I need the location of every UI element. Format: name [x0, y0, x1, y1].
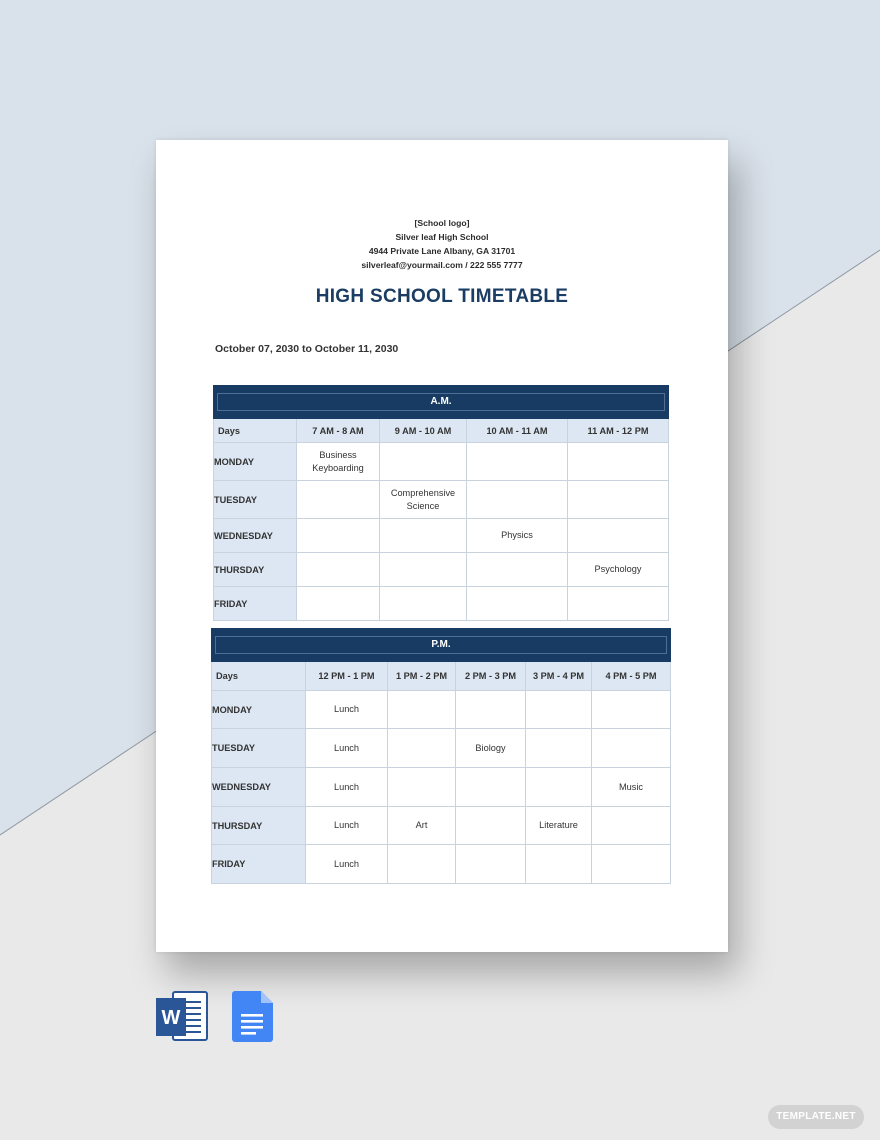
class-cell: Psychology	[568, 553, 669, 587]
class-cell: Lunch	[306, 807, 388, 845]
table-row	[212, 845, 671, 884]
table-row	[212, 768, 671, 807]
class-cell	[568, 443, 669, 481]
day-label: WEDNESDAY	[214, 519, 297, 553]
table-row	[212, 729, 671, 768]
class-cell: Lunch	[306, 691, 388, 729]
class-cell	[380, 553, 467, 587]
day-label: TUESDAY	[212, 729, 306, 768]
class-cell	[388, 845, 456, 884]
class-cell: Literature	[526, 807, 592, 845]
class-cell	[297, 587, 380, 621]
table-row	[212, 807, 671, 845]
am-banner	[214, 386, 669, 419]
class-cell	[467, 481, 568, 519]
pm-timetable	[211, 628, 671, 884]
day-label: TUESDAY	[214, 481, 297, 519]
class-cell	[380, 443, 467, 481]
class-cell	[467, 443, 568, 481]
template-net-badge: TEMPLATE.NET	[768, 1105, 864, 1129]
class-cell: Music	[592, 768, 671, 807]
word-icon[interactable]	[155, 990, 211, 1044]
class-cell: Lunch	[306, 845, 388, 884]
class-cell	[297, 519, 380, 553]
class-cell	[380, 519, 467, 553]
am-column-header: 9 AM - 10 AM	[380, 419, 467, 443]
day-label: MONDAY	[214, 443, 297, 481]
am-timetable	[213, 385, 669, 621]
am-column-header: 11 AM - 12 PM	[568, 419, 669, 443]
class-cell: Physics	[467, 519, 568, 553]
class-cell	[388, 729, 456, 768]
table-row	[214, 587, 669, 621]
pm-banner	[212, 629, 671, 662]
class-cell	[456, 807, 526, 845]
pm-column-header: 4 PM - 5 PM	[592, 662, 671, 691]
class-cell: Business Keyboarding	[297, 443, 380, 481]
class-cell	[388, 768, 456, 807]
pm-days-header: Days	[212, 662, 306, 691]
table-row	[214, 481, 669, 519]
class-cell	[592, 729, 671, 768]
class-cell	[526, 691, 592, 729]
google-docs-icon[interactable]	[232, 991, 274, 1043]
class-cell	[526, 845, 592, 884]
class-cell	[456, 691, 526, 729]
class-cell	[592, 807, 671, 845]
day-label: WEDNESDAY	[212, 768, 306, 807]
school-logo-placeholder: [School logo]	[414, 218, 470, 228]
class-cell	[592, 691, 671, 729]
class-cell	[592, 845, 671, 884]
document-page	[156, 140, 728, 952]
school-contact: silverleaf@yourmail.com / 222 555 7777	[361, 260, 523, 270]
day-label: FRIDAY	[212, 845, 306, 884]
class-cell	[388, 691, 456, 729]
table-row	[214, 443, 669, 481]
pm-column-header: 3 PM - 4 PM	[526, 662, 592, 691]
class-cell	[456, 768, 526, 807]
page-title: HIGH SCHOOL TIMETABLE	[315, 286, 569, 307]
pm-banner-label: P.M.	[215, 636, 667, 654]
pm-column-header: 2 PM - 3 PM	[456, 662, 526, 691]
class-cell: Lunch	[306, 729, 388, 768]
am-column-header: 10 AM - 11 AM	[467, 419, 568, 443]
day-label: THURSDAY	[214, 553, 297, 587]
day-label: FRIDAY	[214, 587, 297, 621]
am-days-header: Days	[214, 419, 297, 443]
table-row	[214, 553, 669, 587]
class-cell	[297, 553, 380, 587]
class-cell	[526, 729, 592, 768]
class-cell: Lunch	[306, 768, 388, 807]
table-row	[214, 519, 669, 553]
class-cell	[467, 587, 568, 621]
class-cell	[467, 553, 568, 587]
class-cell	[297, 481, 380, 519]
class-cell	[568, 481, 669, 519]
am-banner-label: A.M.	[217, 393, 665, 411]
school-name: Silver leaf High School	[395, 232, 489, 242]
class-cell: Biology	[456, 729, 526, 768]
class-cell	[456, 845, 526, 884]
pm-column-header: 12 PM - 1 PM	[306, 662, 388, 691]
table-row	[212, 691, 671, 729]
class-cell	[568, 587, 669, 621]
class-cell	[380, 587, 467, 621]
day-label: THURSDAY	[212, 807, 306, 845]
am-column-header: 7 AM - 8 AM	[297, 419, 380, 443]
word-icon-letter: W	[161, 1007, 181, 1029]
class-cell	[526, 768, 592, 807]
day-label: MONDAY	[212, 691, 306, 729]
date-range: October 07, 2030 to October 11, 2030	[215, 343, 399, 355]
school-header	[156, 216, 728, 272]
class-cell	[568, 519, 669, 553]
class-cell: Comprehensive Science	[380, 481, 467, 519]
school-address: 4944 Private Lane Albany, GA 31701	[368, 246, 516, 256]
class-cell: Art	[388, 807, 456, 845]
pm-column-header: 1 PM - 2 PM	[388, 662, 456, 691]
